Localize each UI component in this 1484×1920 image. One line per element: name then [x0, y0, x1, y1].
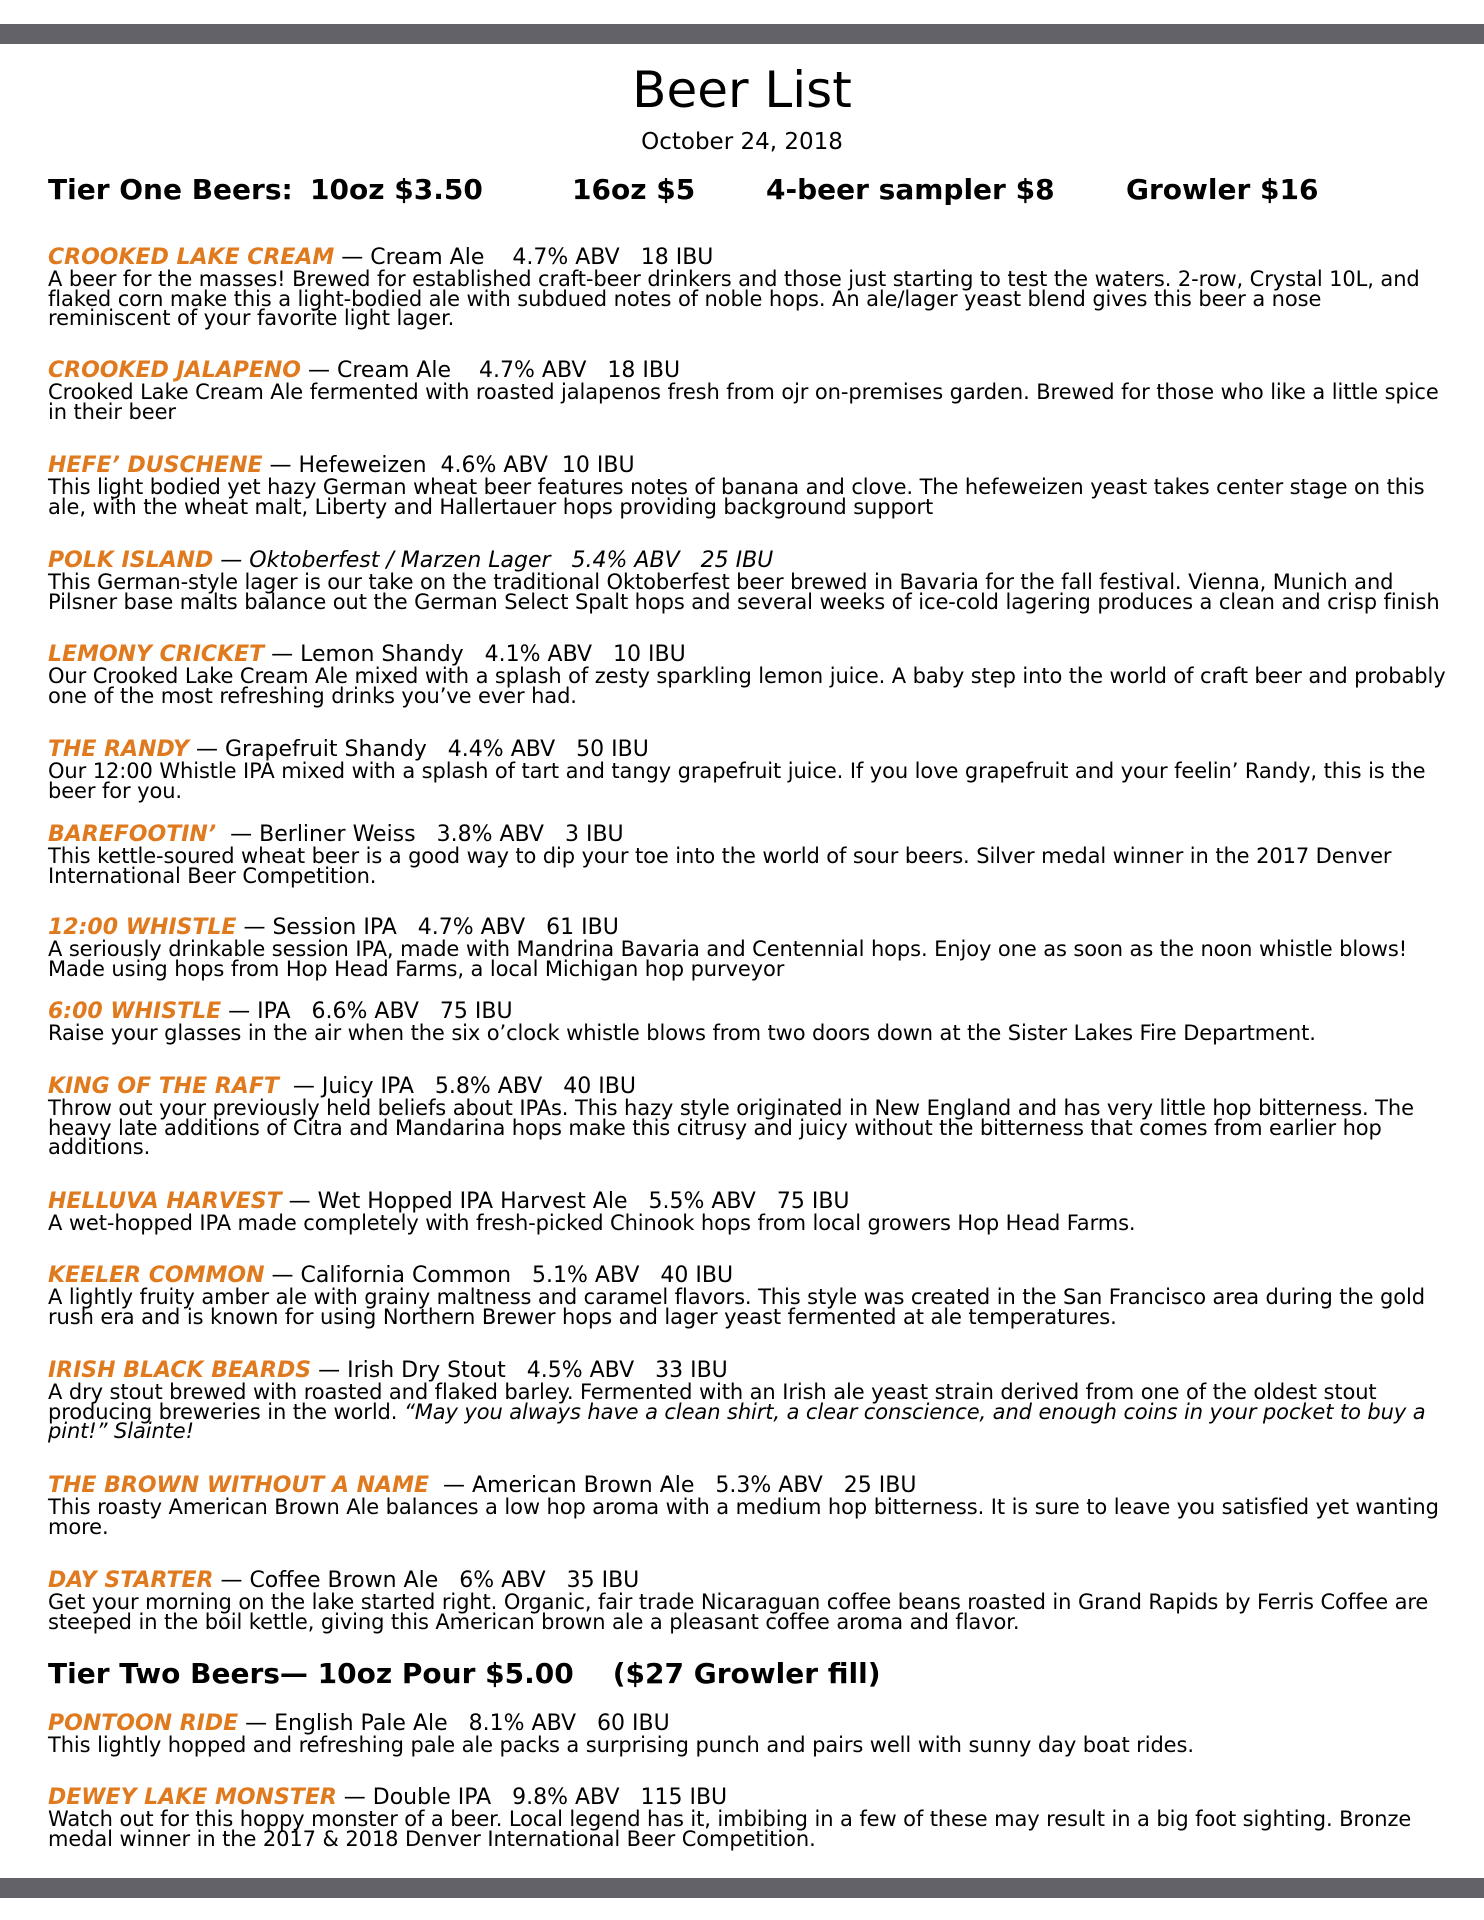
beer-details: — Coffee Brown Ale 6% ABV 35 IBU — [213, 1568, 640, 1593]
beer-description: Our 12:00 Whistle IPA mixed with a splash of tart and tangy grapefruit juice. If you love grapefruit and your feelin’ Randy, this is the beer for you. — [48, 759, 1426, 803]
beer-details: — Oktoberfest / Marzen Lager 5.4% ABV 25 IBU — [213, 548, 774, 573]
beer-entry — [48, 1474, 1448, 1537]
beer-entry — [48, 454, 1448, 517]
beer-details: — Juicy IPA 5.8% ABV 40 IBU — [278, 1074, 636, 1099]
beer-quote: “May you always have a clean shirt, a clear conscience, and enough coins in your pocket to buy a pint!” Slainte! — [48, 1399, 1426, 1443]
beer-details: — Irish Dry Stout 4.5% ABV 33 IBU — [311, 1358, 728, 1383]
beer-name: LEMONY CRICKET — [48, 642, 265, 667]
beer-entry — [48, 1569, 1448, 1632]
beer-name: 12:00 WHISTLE — [48, 915, 237, 940]
beer-entry — [48, 738, 1448, 801]
beer-entry — [48, 1075, 1448, 1158]
beer-details: — Session IPA 4.7% ABV 61 IBU — [236, 915, 619, 940]
beer-details: — Wet Hopped IPA Harvest Ale 5.5% ABV 75 IBU — [281, 1189, 850, 1214]
beer-description — [48, 1380, 1448, 1443]
beer-description: Get your morning on the lake started right. Organic, fair trade Nicaraguan coffee beans roasted in Grand Rapids by Ferris Coffee are steeped in the boil kettle, giving this American brown ale a pleasant coffee aroma and flavor. — [48, 1590, 1429, 1634]
beer-description: This light bodied yet hazy German wheat beer features notes of banana and clove. The hefeweizen yeast takes center stage on this ale, with the wheat malt, Liberty and Hallertauer hops providing background support — [48, 475, 1425, 519]
price-16oz: 16oz $5 — [572, 173, 696, 206]
price-10oz: 10oz $3.50 — [310, 173, 483, 206]
beer-name: PONTOON RIDE — [48, 1711, 239, 1736]
beer-entry — [48, 1190, 1448, 1234]
beer-description: A seriously drinkable session IPA, made with Mandrina Bavaria and Centennial hops. Enjoy one as soon as the noon whistle blows! Made using hops from Hop Head Farms, a local Michigan hop purveyor — [48, 937, 1408, 981]
beer-details: — IPA 6.6% ABV 75 IBU — [221, 999, 513, 1024]
tier-one-pricing — [48, 170, 1448, 210]
beer-details: — Hefeweizen 4.6% ABV 10 IBU — [262, 453, 635, 478]
beer-entry — [48, 1359, 1448, 1442]
tier-one-label: Tier One Beers: — [48, 173, 293, 206]
price-growler: Growler $16 — [1126, 173, 1319, 206]
beer-description: A wet-hopped IPA made completely with fresh-picked Chinook hops from local growers Hop Head Farms. — [48, 1211, 1136, 1235]
beer-details: — California Common 5.1% ABV 40 IBU — [264, 1263, 734, 1288]
beer-name: IRISH BLACK BEARDS — [48, 1358, 312, 1383]
beer-description: A lightly fruity amber ale with grainy maltness and caramel flavors. This style was created in the San Francisco area during the gold rush era and is known for using Northern Brewer hops and lager yeast fermented at ale temperatures. — [48, 1285, 1425, 1329]
date-subtitle: October 24, 2018 — [641, 129, 843, 155]
beer-name: KEELER COMMON — [48, 1263, 265, 1288]
beer-name: KING OF THE RAFT — [48, 1074, 279, 1099]
beer-description: This kettle-soured wheat beer is a good way to dip your toe into the world of sour beers. Silver medal winner in the 2017 Denver International Beer Competition. — [48, 844, 1392, 888]
beer-description-text: A dry stout brewed with roasted and flaked barley. Fermented with an Irish ale yeast strain derived from one of the oldest stout producing breweries in the world. — [48, 1380, 1377, 1424]
beer-entry — [48, 549, 1448, 612]
page-title: Beer List — [632, 61, 852, 119]
beer-details: — Berliner Weiss 3.8% ABV 3 IBU — [216, 822, 624, 847]
beer-details: — Double IPA 9.8% ABV 115 IBU — [336, 1785, 728, 1810]
beer-name: CROOKED LAKE CREAM — [48, 245, 335, 270]
beer-details: — Cream Ale 4.7% ABV 18 IBU — [301, 358, 681, 383]
beer-entry — [48, 1264, 1448, 1327]
beer-description: Crooked Lake Cream Ale fermented with roasted jalapenos fresh from ojr on-premises garden. Brewed for those who like a little spice in their beer — [48, 380, 1439, 424]
beer-description: Our Crooked Lake Cream Ale mixed with a splash of zesty sparkling lemon juice. A baby step into the world of craft beer and probably one of the most refreshing drinks you’ve ever had. — [48, 664, 1446, 708]
beer-entry — [48, 1000, 1448, 1044]
beer-name: HELLUVA HARVEST — [48, 1189, 282, 1214]
bottom-divider-bar — [0, 1878, 1484, 1898]
beer-name: CROOKED JALAPENO — [48, 358, 302, 383]
beer-entry — [48, 643, 1448, 706]
price-sampler: 4-beer sampler $8 — [766, 173, 1055, 206]
top-divider-bar — [0, 24, 1484, 44]
beer-name: POLK ISLAND — [48, 548, 214, 573]
beer-entry — [48, 823, 1448, 886]
beer-name: BAREFOOTIN’ — [48, 822, 217, 847]
tier-two-heading: Tier Two Beers— 10oz Pour $5.00 ($27 Growler fill) — [48, 1657, 881, 1690]
beer-name: THE RANDY — [48, 737, 189, 762]
beer-details: — American Brown Ale 5.3% ABV 25 IBU — [429, 1473, 917, 1498]
beer-name: 6:00 WHISTLE — [48, 999, 222, 1024]
beer-description: A beer for the masses! Brewed for established craft-beer drinkers and those just starting to test the waters. 2-row, Crystal 10L, and flaked corn make this a light-bodied ale with subdued notes of noble hops. An ale/lager yeast blend gives this beer a nose reminiscent of your favorite light lager. — [48, 267, 1420, 330]
beer-details: — Cream Ale 4.7% ABV 18 IBU — [334, 245, 714, 270]
beer-details: — Lemon Shandy 4.1% ABV 10 IBU — [264, 642, 686, 667]
beer-name: THE BROWN WITHOUT A NAME — [48, 1473, 430, 1498]
beer-entry — [48, 359, 1448, 422]
beer-description: This lightly hopped and refreshing pale ale packs a surprising punch and pairs well with sunny day boat rides. — [48, 1733, 1194, 1757]
beer-description: Raise your glasses in the air when the six o’clock whistle blows from two doors down at the Sister Lakes Fire Department. — [48, 1021, 1316, 1045]
beer-name: DAY STARTER — [48, 1568, 214, 1593]
beer-name: DEWEY LAKE MONSTER — [48, 1785, 337, 1810]
beer-description: This German-style lager is our take on the traditional Oktoberfest beer brewed in Bavaria for the fall festival. Vienna, Munich and Pilsner base malts balance out the German Select Spalt hops and several weeks of ice-cold lagering produces a clean and crisp finish — [48, 570, 1440, 614]
beer-entry — [48, 1712, 1448, 1756]
beer-description: Watch out for this hoppy monster of a beer. Local legend has it, imbibing in a few of these may result in a big foot sighting. Bronze medal winner in the 2017 & 2018 Denver International Beer Competition. — [48, 1807, 1412, 1851]
beer-details: — English Pale Ale 8.1% ABV 60 IBU — [238, 1711, 670, 1736]
beer-description: This roasty American Brown Ale balances a low hop aroma with a medium hop bitterness. It is sure to leave you satisfied yet wanting more. — [48, 1495, 1439, 1539]
beer-description: Throw out your previously held beliefs about IPAs. This hazy style originated in New England and has very little hop bitterness. The heavy late additions of Citra and Mandarina hops make this citrusy and juicy without the bitterness that comes from earlier hop additions. — [48, 1096, 1414, 1159]
beer-details: — Grapefruit Shandy 4.4% ABV 50 IBU — [188, 737, 649, 762]
beer-entry — [48, 916, 1448, 979]
beer-name: HEFE’ DUSCHENE — [48, 453, 263, 478]
beer-entry — [48, 1786, 1448, 1849]
beer-entry — [48, 246, 1448, 329]
